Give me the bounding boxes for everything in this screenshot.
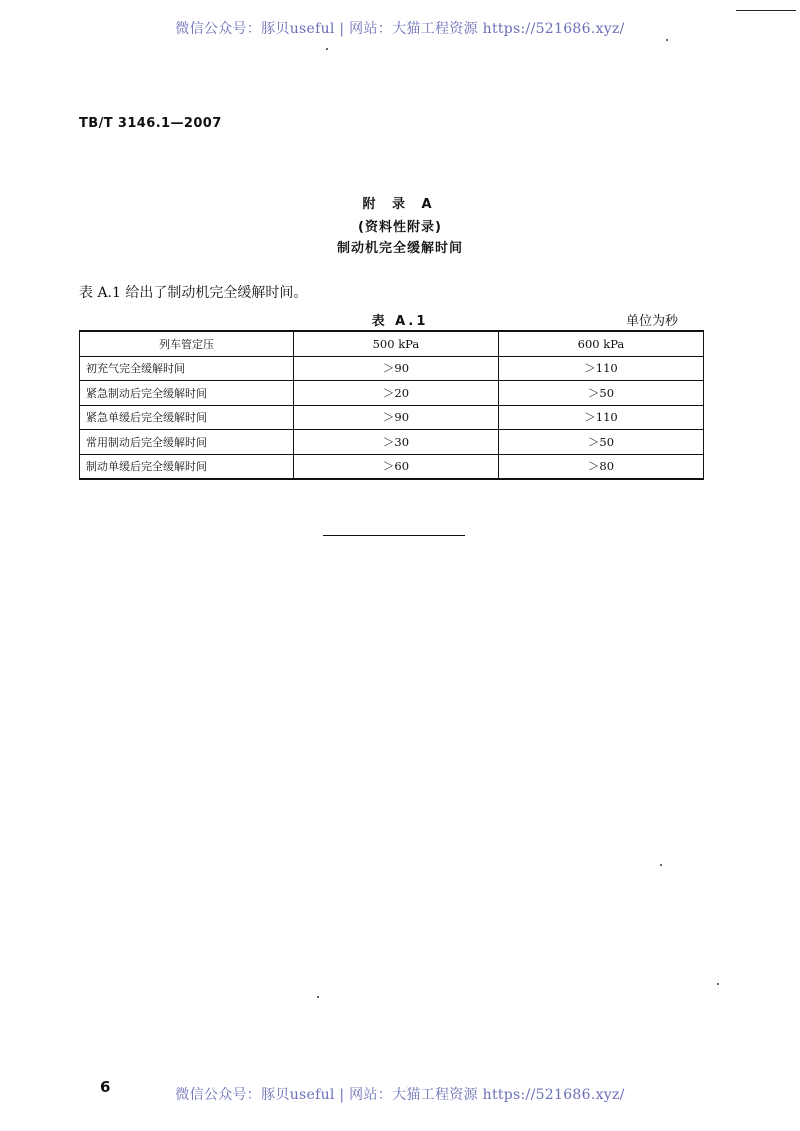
row-label: 紧急单缓后完全缓解时间	[80, 405, 294, 430]
table-row	[80, 454, 704, 479]
table-cell: ＞110	[498, 405, 703, 430]
column-header: 列车管定压	[80, 331, 294, 356]
table-caption: 表 A.1	[371, 314, 429, 329]
table-cell: ＞30	[293, 430, 498, 455]
table-cell: ＞60	[293, 454, 498, 479]
appendix-subject: 制动机完全缓解时间	[336, 241, 463, 256]
appendix-type: (资料性附录)	[358, 220, 442, 235]
scan-speck	[317, 996, 319, 998]
table-row	[80, 381, 704, 406]
table-cell: ＞50	[498, 430, 703, 455]
scan-speck	[660, 864, 662, 866]
row-label: 初充气完全缓解时间	[80, 356, 294, 381]
table-header-row	[80, 331, 704, 356]
table-row	[80, 356, 704, 381]
intro-paragraph: 表 A.1 给出了制动机完全缓解时间。	[79, 285, 308, 301]
standard-code: TB/T 3146.1—2007	[79, 116, 222, 131]
scan-corner-mark	[736, 10, 796, 11]
table-row	[80, 405, 704, 430]
table-unit: 单位为秒	[625, 314, 678, 329]
scan-speck	[666, 39, 668, 41]
table-cell: ＞110	[498, 356, 703, 381]
page-number: 6	[100, 1078, 111, 1096]
row-label: 紧急制动后完全缓解时间	[80, 381, 294, 406]
table-cell: ＞20	[293, 381, 498, 406]
table-cell: ＞90	[293, 405, 498, 430]
watermark-top: 微信公众号：豚贝useful | 网站：大猫工程资源 https://521686.xyz/	[175, 21, 625, 37]
scan-speck	[717, 983, 719, 985]
table-cell: ＞90	[293, 356, 498, 381]
row-label: 常用制动后完全缓解时间	[80, 430, 294, 455]
table-cell: ＞80	[498, 454, 703, 479]
column-header: 600 kPa	[498, 331, 703, 356]
release-time-table	[79, 330, 704, 480]
row-label: 制动单缓后完全缓解时间	[80, 454, 294, 479]
table-row	[80, 430, 704, 455]
watermark-bottom: 微信公众号：豚贝useful | 网站：大猫工程资源 https://521686.xyz/	[175, 1087, 625, 1103]
column-header: 500 kPa	[293, 331, 498, 356]
scan-speck	[326, 48, 328, 50]
appendix-title: 附 录 A	[362, 197, 438, 212]
end-of-appendix-rule	[323, 535, 465, 536]
table-cell: ＞50	[498, 381, 703, 406]
